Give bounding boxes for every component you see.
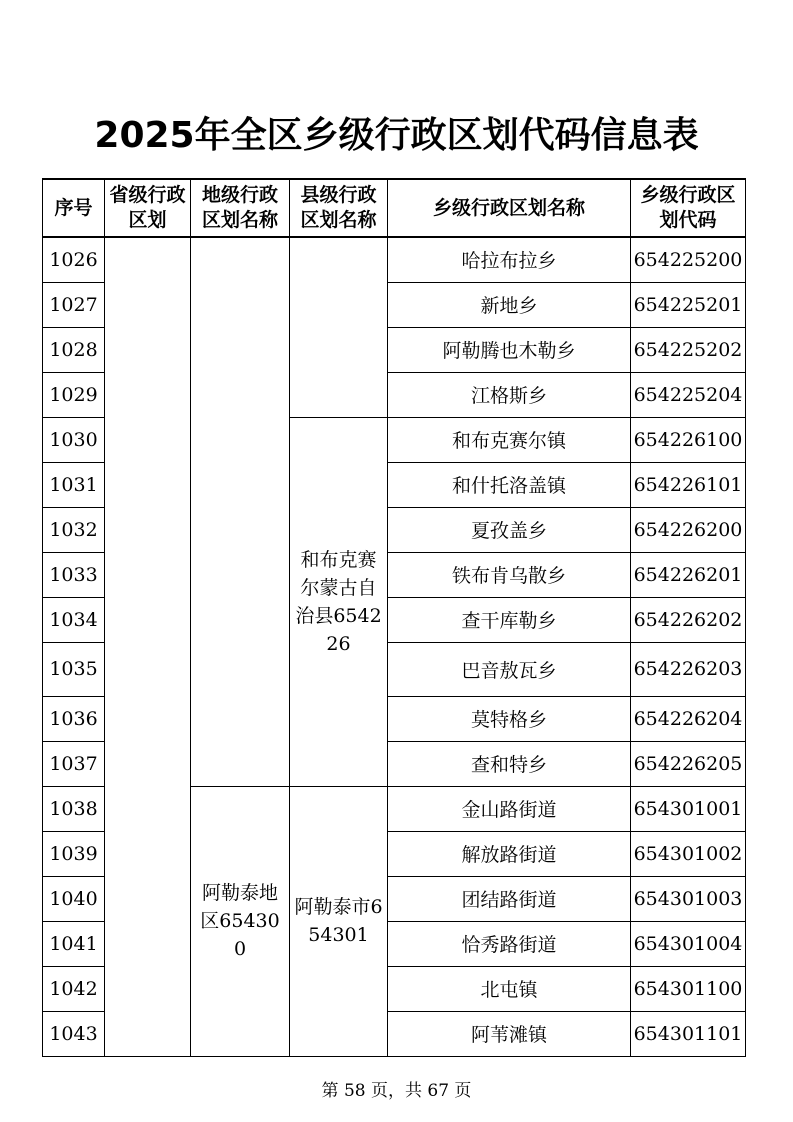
- township-name-cell: 夏孜盖乡: [388, 507, 631, 552]
- township-code-cell: 654301003: [631, 876, 746, 921]
- province-cell: [105, 237, 191, 1056]
- prefecture-cell-altay: 阿勒泰地区654300: [191, 786, 290, 1056]
- table-header-row: [43, 179, 746, 237]
- seq-cell: 1031: [43, 462, 105, 507]
- seq-cell: 1035: [43, 642, 105, 696]
- prefecture-cell-blank: [191, 237, 290, 786]
- seq-cell: 1026: [43, 237, 105, 282]
- county-cell-altay-city: 阿勒泰市654301: [290, 786, 388, 1056]
- township-code-cell: 654225204: [631, 372, 746, 417]
- seq-cell: 1034: [43, 597, 105, 642]
- seq-cell: 1040: [43, 876, 105, 921]
- township-name-cell: 阿苇滩镇: [388, 1011, 631, 1056]
- header-prefecture: 地级行政区划名称: [191, 179, 290, 237]
- township-code-cell: 654226203: [631, 642, 746, 696]
- township-name-cell: 查和特乡: [388, 741, 631, 786]
- township-name-cell: 和布克赛尔镇: [388, 417, 631, 462]
- seq-cell: 1029: [43, 372, 105, 417]
- township-name-cell: 恰秀路街道: [388, 921, 631, 966]
- seq-cell: 1043: [43, 1011, 105, 1056]
- header-township: 乡级行政区划名称: [388, 179, 631, 237]
- seq-cell: 1041: [43, 921, 105, 966]
- county-cell-blank: [290, 237, 388, 417]
- township-code-cell: 654301100: [631, 966, 746, 1011]
- township-name-cell: 金山路街道: [388, 786, 631, 831]
- seq-cell: 1037: [43, 741, 105, 786]
- township-name-cell: 新地乡: [388, 282, 631, 327]
- township-name-cell: 北屯镇: [388, 966, 631, 1011]
- township-code-cell: 654226101: [631, 462, 746, 507]
- seq-cell: 1042: [43, 966, 105, 1011]
- township-name-cell: 哈拉布拉乡: [388, 237, 631, 282]
- township-name-cell: 阿勒腾也木勒乡: [388, 327, 631, 372]
- table-row: [43, 237, 746, 282]
- township-code-cell: 654226100: [631, 417, 746, 462]
- township-code-cell: 654226204: [631, 696, 746, 741]
- township-code-cell: 654226200: [631, 507, 746, 552]
- township-name-cell: 和什托洛盖镇: [388, 462, 631, 507]
- seq-cell: 1030: [43, 417, 105, 462]
- township-code-cell: 654226202: [631, 597, 746, 642]
- township-code-cell: 654301001: [631, 786, 746, 831]
- seq-cell: 1027: [43, 282, 105, 327]
- township-code-cell: 654225202: [631, 327, 746, 372]
- township-name-cell: 解放路街道: [388, 831, 631, 876]
- header-code: 乡级行政区划代码: [631, 179, 746, 237]
- township-code-cell: 654301004: [631, 921, 746, 966]
- township-name-cell: 铁布肯乌散乡: [388, 552, 631, 597]
- header-county: 县级行政区划名称: [290, 179, 388, 237]
- township-code-cell: 654301101: [631, 1011, 746, 1056]
- township-name-cell: 莫特格乡: [388, 696, 631, 741]
- seq-cell: 1033: [43, 552, 105, 597]
- township-code-cell: 654301002: [631, 831, 746, 876]
- seq-cell: 1039: [43, 831, 105, 876]
- county-cell-hoboksar: 和布克赛尔蒙古自治县654226: [290, 417, 388, 786]
- page-title: 2025年全区乡级行政区划代码信息表: [94, 115, 699, 156]
- seq-cell: 1032: [43, 507, 105, 552]
- seq-cell: 1038: [43, 786, 105, 831]
- header-province: 省级行政区划: [105, 179, 191, 237]
- township-name-cell: 查干库勒乡: [388, 597, 631, 642]
- township-name-cell: 团结路街道: [388, 876, 631, 921]
- seq-cell: 1028: [43, 327, 105, 372]
- page-footer: 第 58 页，共 67 页: [321, 1081, 472, 1101]
- township-name-cell: 江格斯乡: [388, 372, 631, 417]
- seq-cell: 1036: [43, 696, 105, 741]
- township-code-cell: 654225200: [631, 237, 746, 282]
- township-name-cell: 巴音敖瓦乡: [388, 642, 631, 696]
- division-code-table: [42, 178, 746, 1057]
- township-code-cell: 654226205: [631, 741, 746, 786]
- township-code-cell: 654226201: [631, 552, 746, 597]
- header-seq: 序号: [43, 179, 105, 237]
- township-code-cell: 654225201: [631, 282, 746, 327]
